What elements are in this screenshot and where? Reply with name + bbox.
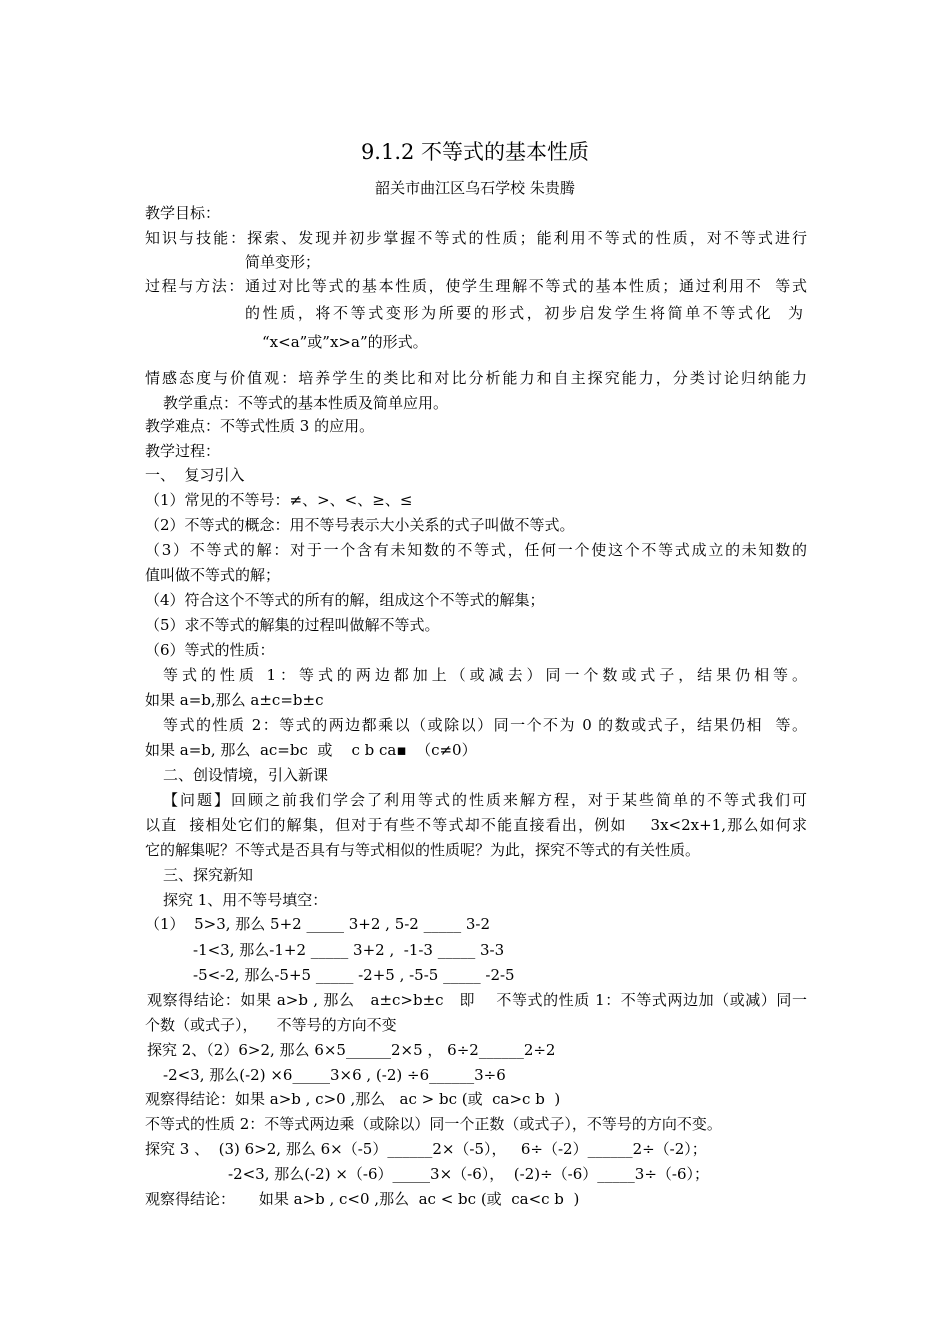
text-line: -2<3, 那么(-2) ×6_____3×6 , (-2) ÷6______3÷6 (163, 1066, 506, 1084)
text-line: -2<3, 那么(-2) ×（-6）_____3×（-6）， (-2)÷（-6）_____3÷（-6）； (228, 1165, 710, 1183)
text-line: 教学过程： (145, 442, 221, 460)
text-line: 知识与技能：探索、发现并初步掌握不等式的性质；能利用不等式的性质，对不等式进行 (145, 229, 807, 247)
text-line: 教学目标： (145, 204, 221, 222)
section-heading: 二、创设情境，引入新课 (163, 766, 329, 784)
text-line: （2）不等式的概念：用不等号表示大小关系的式子叫做不等式。 (145, 516, 575, 534)
text-line: （3）不等式的解：对于一个含有未知数的不等式，任何一个使这个不等式成立的未知数的 (145, 541, 807, 559)
text-line: 等式的性质 1：等式的两边都加上（或减去）同一个数或式子，结果仍相等。 (163, 666, 807, 684)
author-line: 韶关市曲江区乌石学校 朱贵腾 (375, 179, 575, 197)
text-line: 观察得结论： 如果 a>b , c<0 ,那么 ac < bc (或 ca<c b ) (145, 1190, 580, 1208)
text-line: 以直 接相处它们的解集，但对于有些不等式却不能直接看出，例如 3x<2x+1,那么如何求 (145, 816, 807, 834)
text-line: 观察得结论：如果 a>b , c>0 ,那么 ac > bc (或 ca>c b ) (145, 1090, 561, 1108)
text-line: （5）求不等式的解集的过程叫做解不等式。 (145, 616, 440, 634)
text-line: （1）常见的不等号：≠、>、<、≥、≤ (145, 491, 413, 509)
text-line: 教学重点：不等式的基本性质及简单应用。 (163, 394, 449, 412)
text-line: -5<-2, 那么-5+5 _____ -2+5 , -5-5 _____ -2-5 (193, 966, 515, 984)
text-line: “x<a”或”x>a”的形式。 (262, 333, 428, 351)
text-line: 观察得结论：如果 a>b , 那么 a±c>b±c 即 不等式的性质 1：不等式两边加（或减）同一 (147, 991, 807, 1009)
text-line: -1<3, 那么-1+2 _____ 3+2 , -1-3 _____ 3-3 (193, 941, 505, 959)
text-line: 值叫做不等式的解； (145, 566, 281, 584)
text-line: 探究 2、（2）6>2, 那么 6×5______2×5 ， 6÷2______2÷2 (147, 1041, 556, 1059)
text-line: 个数（或式子）， 不等号的方向不变 (145, 1016, 397, 1034)
document-title: 9.1.2 不等式的基本性质 (360, 140, 590, 164)
text-line: （4）符合这个不等式的所有的解，组成这个不等式的解集； (145, 591, 545, 609)
text-line: 过程与方法：通过对比等式的基本性质，使学生理解不等式的基本性质；通过利用不 等式 (145, 277, 807, 295)
text-line: 如果 a=b,那么 a±c=b±c (145, 691, 324, 709)
text-line: 它的解集呢？不等式是否具有与等式相似的性质呢？为此，探究不等式的有关性质。 (145, 841, 701, 859)
text-line: （1） 5>3, 那么 5+2 _____ 3+2 , 5-2 _____ 3-2 (145, 915, 491, 933)
text-line: 不等式的性质 2：不等式两边乘（或除以）同一个正数（或式子），不等号的方向不变。 (145, 1115, 722, 1133)
text-line: 简单变形； (245, 253, 321, 271)
text-line: 情感态度与价值观：培养学生的类比和对比分析能力和自主探究能力，分类讨论归纳能力 (145, 369, 807, 387)
text-line: 探究 1、用不等号填空： (163, 891, 328, 909)
text-line: 教学难点：不等式性质 3 的应用。 (145, 417, 375, 435)
section-heading: 三、探究新知 (163, 866, 254, 884)
text-line: 探究 3 、 (3) 6>2, 那么 6×（-5）______2×（-5）， 6÷（-2）______2÷（-2）； (145, 1140, 707, 1158)
text-line: 【问题】回顾之前我们学会了利用等式的性质来解方程，对于某些简单的不等式我们可 (163, 791, 807, 809)
text-line: 等式的性质 2：等式的两边都乘以（或除以）同一个不为 0 的数或式子，结果仍相 等。 (163, 716, 807, 734)
text-line: 的性质，将不等式变形为所要的形式，初步启发学生将简单不等式化 为 (245, 304, 803, 322)
text-line: 如果 a=b, 那么 ac=bc 或 c b ca▪ （c≠0） (145, 741, 477, 759)
section-heading: 一、 复习引入 (145, 466, 245, 484)
text-line: （6）等式的性质： (145, 641, 275, 659)
